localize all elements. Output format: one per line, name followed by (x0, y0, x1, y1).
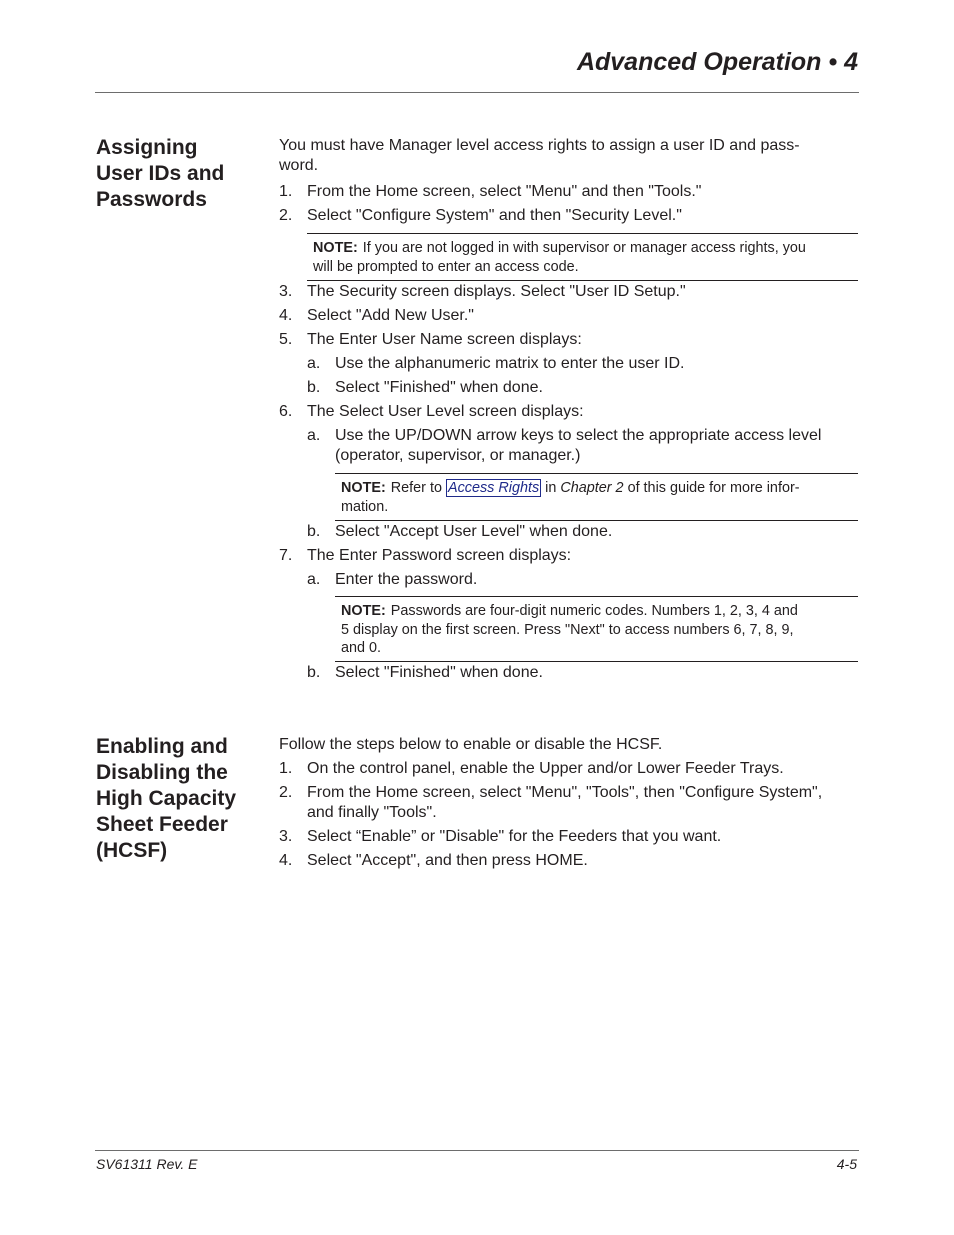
note-text: in (545, 480, 557, 496)
note-text: If you are not logged in with supervisor or manager access rights, you (362, 240, 806, 256)
note-text: and 0. (341, 640, 382, 656)
step-number: 4. (279, 307, 293, 324)
note-rule-top (335, 596, 858, 597)
step-text: From the Home screen, select "Menu", "Tools", then "Configure System", (307, 784, 823, 801)
heading-line: Disabling the (96, 761, 228, 784)
note-rule-bottom (335, 661, 858, 662)
step-number: 3. (279, 828, 293, 845)
note-rule-bottom (307, 280, 858, 281)
step-text: Select “Enable” or "Disable" for the Feeders that you want. (307, 828, 722, 845)
note-rule-top (307, 233, 858, 234)
note-box (341, 602, 858, 658)
substep-text: Enter the password. (335, 571, 478, 588)
note-box (341, 479, 858, 516)
substep-letter: a. (307, 427, 321, 444)
note-text: Refer to (390, 480, 442, 496)
note-label: NOTE: (341, 603, 386, 619)
step-text: The Select User Level screen displays: (307, 403, 584, 420)
substep-text: Use the UP/DOWN arrow keys to select the appropriate access level (335, 427, 822, 444)
substep-letter: b. (307, 379, 321, 396)
note-text: Passwords are four-digit numeric codes. Numbers 1, 2, 3, 4 and (390, 603, 798, 619)
substep-letter: b. (307, 523, 321, 540)
note-label: NOTE: (313, 240, 358, 256)
substep-text: Use the alphanumeric matrix to enter the user ID. (335, 355, 685, 372)
step-text: and finally "Tools". (307, 804, 437, 821)
step-number: 6. (279, 403, 293, 420)
step-number: 1. (279, 760, 293, 777)
note-text: will be prompted to enter an access code. (313, 258, 579, 275)
note-box (313, 239, 858, 276)
heading-line: High Capacity (96, 787, 237, 810)
substep-text: Select "Finished" when done. (335, 664, 543, 681)
footer-rule (95, 1150, 859, 1151)
substep-letter: a. (307, 571, 321, 588)
substep-text: Select "Accept User Level" when done. (335, 523, 613, 540)
step-number: 2. (279, 207, 293, 224)
heading-line: Sheet Feeder (96, 813, 228, 836)
step-number: 2. (279, 784, 293, 801)
step-number: 4. (279, 852, 293, 869)
heading-line: User IDs and (96, 162, 225, 185)
step-text: Select "Add New User." (307, 307, 474, 324)
section-heading-assigning-user-ids (96, 135, 266, 213)
footer-page-number: 4-5 (836, 1156, 857, 1172)
page-header-title: Advanced Operation • 4 (576, 48, 858, 76)
substep-letter: a. (307, 355, 321, 372)
step-number: 1. (279, 183, 293, 200)
note-text: of this guide for more infor- (627, 480, 800, 496)
access-rights-link[interactable]: Access Rights (447, 480, 540, 496)
footer-doc-id: SV61311 Rev. E (96, 1156, 198, 1172)
intro-text: Follow the steps below to enable or disable the HCSF. (279, 736, 663, 753)
intro-text: word. (279, 157, 319, 174)
note-label: NOTE: (341, 480, 386, 496)
heading-line: (HCSF) (96, 839, 168, 862)
note-text: mation. (341, 498, 389, 515)
step-text: Select "Accept", and then press HOME. (307, 852, 588, 869)
substep-letter: b. (307, 664, 321, 681)
step-text: Select "Configure System" and then "Security Level." (307, 207, 682, 224)
substep-text: (operator, supervisor, or manager.) (335, 447, 581, 464)
heading-line: Passwords (96, 188, 207, 211)
step-text: The Security screen displays. Select "User ID Setup." (307, 283, 686, 300)
note-text: 5 display on the first screen. Press "Next" to access numbers 6, 7, 8, 9, (341, 621, 794, 638)
step-text: From the Home screen, select "Menu" and then "Tools." (307, 183, 702, 200)
substep-text: Select "Finished" when done. (335, 379, 543, 396)
step-number: 3. (279, 283, 293, 300)
step-text: The Enter User Name screen displays: (307, 331, 582, 348)
section-heading-enabling-hcsf (96, 734, 266, 864)
heading-line: Enabling and (96, 735, 228, 758)
step-text: The Enter Password screen displays: (307, 547, 572, 564)
note-rule-top (335, 473, 858, 474)
step-text: On the control panel, enable the Upper and/or Lower Feeder Trays. (307, 760, 784, 777)
intro-text: You must have Manager level access rights to assign a user ID and pass- (279, 137, 800, 154)
step-number: 7. (279, 547, 293, 564)
heading-line: Assigning (96, 136, 198, 159)
note-rule-bottom (335, 520, 858, 521)
chapter-reference: Chapter 2 (560, 480, 624, 496)
step-number: 5. (279, 331, 293, 348)
header-rule (95, 92, 859, 93)
